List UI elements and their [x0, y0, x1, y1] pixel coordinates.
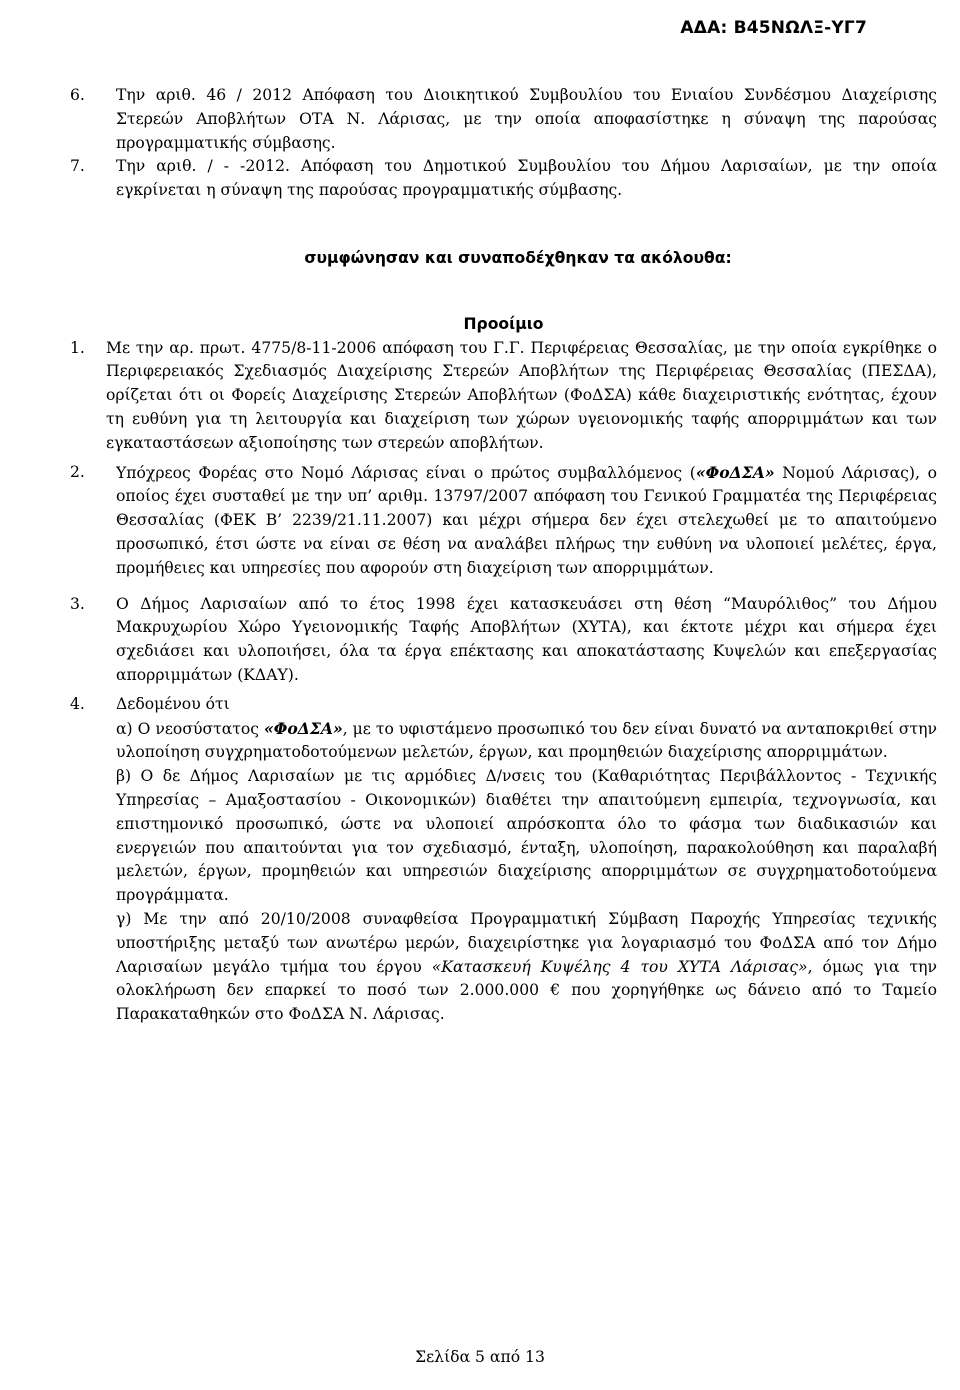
item-text: Δεδομένου ότι — [116, 694, 230, 713]
item-text: Ο Δήμος Λαρισαίων από το έτος 1998 έχει κατασκευάσει στη θέση “Μαυρόλιθος” του Δήμου Μακρυχωρίου Χώρο Υγειονομικής Ταφής Αποβλήτων (ΧΥΤΑ), και έκτοτε μέχρι και σήμερα έχει σχεδιάσει και υλοποιήσει, όλα τα έργα επέκτασης και αποκατάστασης Κυψελών και επεξεργασίας απορριμμάτων (ΚΔΑΥ). — [116, 594, 937, 684]
project-title: «Κατασκευή Κυψέλης 4 του ΧΥΤΑ Λάρισας» — [431, 957, 808, 976]
agreement-heading: συμφώνησαν και συναποδέχθηκαν τα ακόλουθα: — [304, 248, 732, 267]
ada-code: ΑΔΑ: Β45ΝΩΛΞ-ΥΓ7 — [680, 18, 867, 38]
item-text: Με την αρ. πρωτ. 4775/8-11-2006 απόφαση του Γ.Γ. Περιφέρειας Θεσσαλίας, με την οποία εγκρίθηκε ο Περιφερειακός Σχεδιασμός Διαχείρισης Στερεών Αποβλήτων της Περιφέρειας Θεσσαλίας (ΠΕΣΔΑ), ορίζεται ότι οι Φορείς Διαχείρισης Στερεών Αποβλήτων (ΦοΔΣΑ) κάθε διαχειριστικής ενότητας, έχουν τη ευθύνη για τη λειτουργία και διαχείριση των χώρων υγειονομικής ταφής απορριμμάτων και των εγκαταστάσεων αξιοποίησης των στερεών αποβλήτων. — [106, 338, 937, 452]
preamble-item-4 — [70, 693, 937, 717]
sub-text-post: , όμως για την ολοκλήρωση δεν επαρκεί το ποσό των 2.000.000 € που χορηγήθηκε ως δάνειο από το Ταμείο Παρακαταθηκών στο ΦοΔΣΑ Ν. Λάρισας. — [116, 957, 938, 1024]
sub-text-pre: α) Ο νεοσύστατος — [116, 719, 264, 738]
item-text-post: Νομού Λάρισας), ο οποίος έχει συσταθεί με την υπ’ αριθμ. 13797/2007 απόφαση του Γενικού Γραμματέα της Περιφέρειας Θεσσαλίας (ΦΕΚ Β’ 2239/21.11.2007) και μέχρι σήμερα δεν έχει στελεχωθεί με το απαιτούμενο προσωπικό, έτσι ώστε να είναι σε θέση να αναλάβει πλήρως την ευθύνη να υλοποιεί μελέτες, έργα, προμήθειες και υπηρεσίες που αφορούν στη διαχείριση των απορριμμάτων. — [116, 463, 937, 577]
sub-text: β) Ο δε Δήμος Λαρισαίων με τις αρμόδιες Δ/νσεις του (Καθαριότητας Περιβάλλοντος - Τεχνικής Υπηρεσίας – Αμαξοστασίου - Οικονομικών) διαθέτει την απαιτούμενη εμπειρία, τεχνογνωσία, και επιστημονικό προσωπικό, ώστε να υλοποιεί απρόσκοπτα όλο το φάσμα των διαδικασιών και ενεργειών που απαιτούνται για τον σχεδιασμό, ένταξη, υλοποίηση, παρακολούθηση και παραλαβή μελετών, έργων, προμηθειών και υπηρεσιών διαχείρισης απορριμμάτων σε συγχρηματοδοτούμενα προγράμματα. — [116, 767, 937, 905]
list-item-7 — [70, 155, 937, 203]
item-text-pre: Υπόχρεος Φορέας στο Νομό Λάρισας είναι ο πρώτος συμβαλλόμενος ( — [116, 463, 696, 482]
item-number: 1. — [70, 338, 85, 357]
preamble-item-2 — [70, 461, 937, 581]
preamble-heading: Προοίμιο — [463, 314, 544, 333]
item-text: Την αριθ. / - -2012. Απόφαση του Δημοτικού Συμβουλίου του Δήμου Λαρισαίων, με την οποία εγκρίνεται η σύναψη της παρούσας προγραμματικής σύμβασης. — [116, 157, 937, 200]
fodsa-emphasis: «ΦοΔΣΑ» — [695, 462, 775, 482]
preamble-item-1 — [70, 337, 937, 456]
sub-item-a — [70, 717, 937, 766]
item-text: Την αριθ. 46 / 2012 Απόφαση του Διοικητικού Συμβουλίου του Ενιαίου Συνδέσμου Διαχείρισης Στερεών Αποβλήτων ΟΤΑ Ν. Λάρισας, με την οποία αποφασίστηκε η σύναψη της παρούσας προγραμματικής σύμβασης. — [116, 86, 937, 152]
item-number: 7. — [70, 157, 85, 176]
item-number: 6. — [70, 86, 85, 104]
sub-text-post: , με το υφιστάμενο προσωπικό του δεν είναι δυνατό να ανταποκριθεί στην υλοποίηση συγχρηματοδοτούμενων μελετών, έργων, και προμηθειών διαχείρισης απορριμμάτων. — [116, 719, 938, 762]
item-number: 3. — [70, 594, 85, 613]
item-number: 4. — [70, 694, 85, 713]
sub-item-c — [70, 908, 937, 1027]
preamble-item-3 — [70, 593, 937, 688]
sub-item-b — [70, 765, 937, 908]
list-item-6 — [70, 84, 937, 155]
fodsa-emphasis: «ΦοΔΣΑ» — [264, 718, 343, 738]
document-body — [70, 84, 937, 1027]
item-number: 2. — [70, 462, 85, 481]
sub-text-pre: γ) Με την από 20/10/2008 συναφθείσα Προγραμματική Σύμβαση Παροχής Υπηρεσίας τεχνικής υποστήριξης μεταξύ των ανωτέρω μερών, διαχειρίστηκε για λογαριασμό του ΦοΔΣΑ από τον Δήμο Λαρισαίων μεγάλο τμήμα του έργου — [116, 909, 937, 976]
page-number: Σελίδα 5 από 13 — [415, 1348, 545, 1366]
